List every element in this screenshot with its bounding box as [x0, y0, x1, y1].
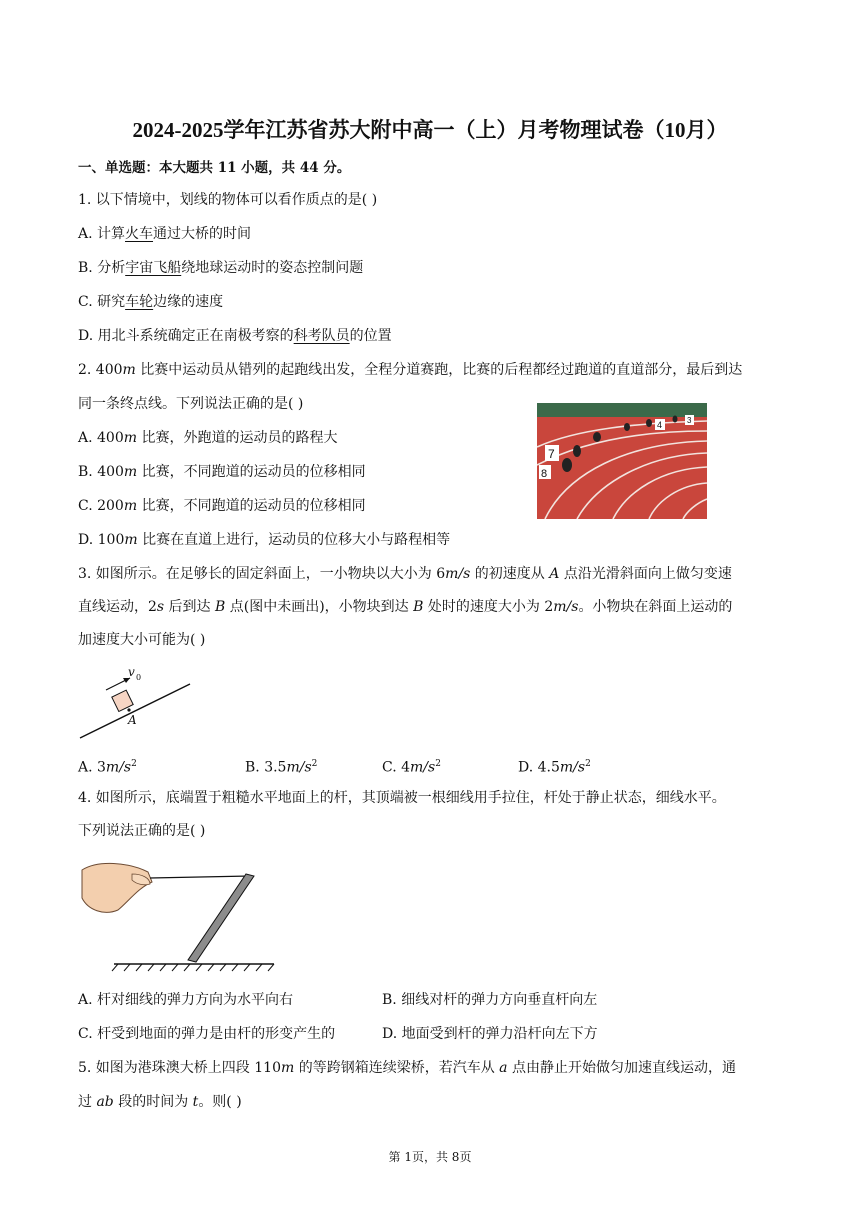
- q1-stem: 1. 以下情境中，划线的物体可以看作质点的是( ): [78, 192, 378, 208]
- q2-option-c: C. 200m 比赛，不同跑道的运动员的位移相同: [78, 498, 366, 514]
- running-track-image: [537, 403, 707, 519]
- q4-stem-line1: 4. 如图所示，底端置于粗糙水平地面上的杆，其顶端被一根细线用手拉住，杆处于静止状态，细线水平。: [78, 790, 726, 806]
- v0-subscript: 0: [136, 673, 142, 682]
- q5-stem-line1: 5. 如图为港珠澳大桥上四段 110m 的等跨钢箱连续梁桥，若汽车从 a 点由静止开始做匀加速直线运动，通: [78, 1060, 736, 1076]
- q1-option-b: B. 分析宇宙飞船绕地球运动时的姿态控制问题: [78, 260, 364, 276]
- q2-stem-line1: 2. 400m 比赛中运动员从错列的起跑线出发，全程分道赛跑，比赛的后程都经过跑道的直道部分，最后到达: [78, 362, 743, 378]
- q1-option-d: D. 用北斗系统确定正在南极考察的科考队员的位置: [78, 328, 392, 344]
- q2-option-d: D. 100m 比赛在直道上进行，运动员的位移大小与路程相等: [78, 532, 451, 548]
- q3-stem-line1: 3. 如图所示。在足够长的固定斜面上，一小物块以大小为 6m/s 的初速度从 A 点沿光滑斜面向上做匀变速: [78, 566, 732, 582]
- page-title: 2024-2025学年江苏省苏大附中高一（上）月考物理试卷（10月）: [132, 118, 728, 142]
- q4-option-b: B. 细线对杆的弹力方向垂直杆向左: [382, 992, 598, 1008]
- q2-stem-line2: 同一条终点线。下列说法正确的是( ): [78, 396, 304, 412]
- incline-figure: [78, 664, 194, 744]
- q3-option-c: C. $4m/s^2$: [382, 759, 441, 776]
- q4-option-c: C. 杆受到地面的弹力是由杆的形变产生的: [78, 1026, 336, 1042]
- lane-number: 7: [548, 447, 555, 461]
- q4-option-d: D. 地面受到杆的弹力沿杆向左下方: [382, 1026, 598, 1042]
- point-a-label: A: [128, 713, 137, 727]
- q3-stem-line2: 直线运动，2s 后到达 B 点(图中未画出)，小物块到达 B 处时的速度大小为 2m/s。小物块在斜面上运动的: [78, 599, 733, 615]
- lane-number: 4: [657, 420, 663, 430]
- v0-label: v: [128, 665, 135, 679]
- q4-option-a: A. 杆对细线的弹力方向为水平向右: [78, 992, 294, 1008]
- rod-figure: [78, 858, 278, 976]
- q1-option-a: A. 计算火车通过大桥的时间: [78, 226, 252, 242]
- q2-option-a: A. 400m 比赛，外跑道的运动员的路程大: [78, 430, 338, 446]
- lane-number: 3: [687, 416, 692, 425]
- q3-option-b: B. $3.5m/s^2$: [245, 759, 318, 776]
- q3-option-d: D. $4.5m/s^2$: [518, 759, 591, 776]
- lane-number: 8: [541, 468, 548, 480]
- q5-stem-line2: 过 ab 段的时间为 t。则( ): [78, 1094, 242, 1110]
- q2-option-b: B. 400m 比赛，不同跑道的运动员的位移相同: [78, 464, 366, 480]
- section-heading: 一、单选题：本大题共 11 小题，共 44 分。: [78, 160, 351, 176]
- q3-option-a: A. $3m/s^2$: [78, 759, 137, 776]
- q3-stem-line3: 加速度大小可能为( ): [78, 632, 206, 648]
- page-footer: 第 1页，共 8页: [388, 1150, 472, 1164]
- q1-option-c: C. 研究车轮边缘的速度: [78, 294, 224, 310]
- q4-stem-line2: 下列说法正确的是( ): [78, 823, 206, 839]
